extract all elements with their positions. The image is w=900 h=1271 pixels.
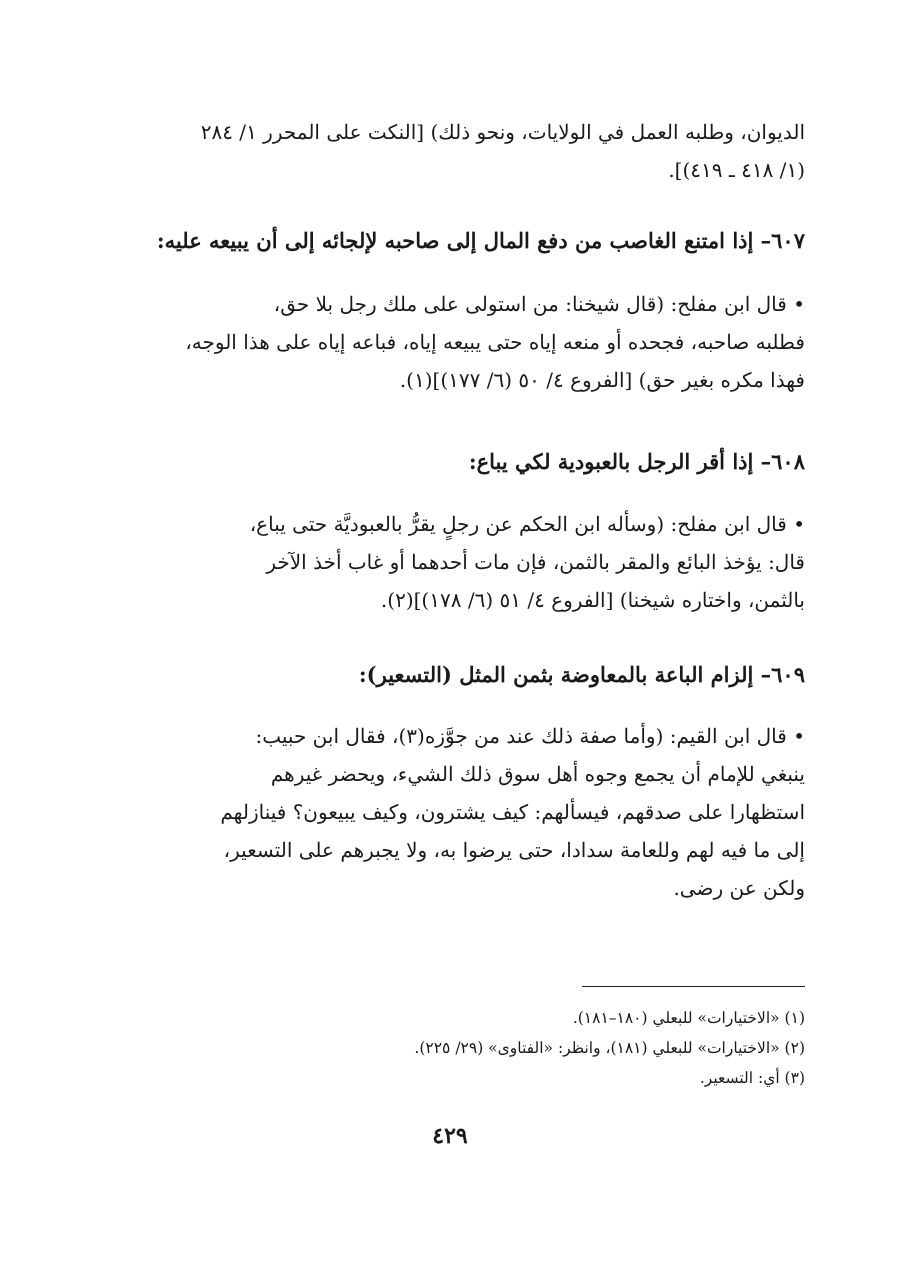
footnote: (١) «الاختيارات» للبعلي (١٨٠–١٨١). — [572, 1009, 805, 1027]
section-heading: ٦٠٧– إذا امتنع الغاصب من دفع المال إلى صاحبه لإلجائه إلى أن يبيعه عليه: — [156, 228, 805, 253]
text-line: • قال ابن القيم: (وأما صفة ذلك عند من جوَّزه(٣)، فقال ابن حبيب: — [255, 724, 805, 748]
section-608 — [100, 443, 805, 481]
section-607 — [100, 222, 805, 260]
text-line: فطلبه صاحبه، فجحده أو منعه إياه حتى يبيعه إياه، فباعه إياه على هذا الوجه، — [185, 330, 805, 354]
section-heading: ٦٠٩– إلزام الباعة بالمعاوضة بثمن المثل (التسعير): — [358, 662, 805, 687]
section-607-body — [100, 285, 805, 399]
section-608-body — [100, 505, 805, 619]
text-line: فهذا مكره بغير حق) [الفروع ٤/ ٥٠ (٦/ ١٧٧)](١). — [399, 368, 805, 392]
text-line: بالثمن، واختاره شيخنا) [الفروع ٤/ ٥١ (٦/ ١٧٨)](٢). — [380, 588, 805, 612]
footnotes — [100, 1003, 805, 1093]
text-line: استظهارا على صدقهم، فيسألهم: كيف يشترون، وكيف يبيعون؟ فينازلهم — [220, 800, 805, 824]
text-line: (١/ ٤١٨ ـ ٤١٩)]. — [668, 158, 805, 182]
text-line: • قال ابن مفلح: (قال شيخنا: من استولى على ملك رجل بلا حق، — [273, 292, 805, 316]
section-609 — [100, 656, 805, 694]
footnote: (٣) أي: التسعير. — [699, 1069, 805, 1087]
section-heading: ٦٠٨– إذا أقر الرجل بالعبودية لكي يباع: — [468, 449, 805, 474]
section-609-body — [100, 717, 805, 907]
text-line: ولكن عن رضى. — [673, 876, 805, 900]
footnote: (٢) «الاختيارات» للبعلي (١٨١)، وانظر: «الفتاوى» (٢٩/ ٢٢٥). — [414, 1039, 805, 1057]
text-line: الديوان، وطلبه العمل في الولايات، ونحو ذلك) [النكت على المحرر ١/ ٢٨٤ — [200, 120, 805, 144]
text-line: ينبغي للإمام أن يجمع وجوه أهل سوق ذلك الشيء، ويحضر غيرهم — [270, 762, 805, 786]
text-line: • قال ابن مفلح: (وسأله ابن الحكم عن رجلٍ يقرُّ بالعبوديَّة حتى يباع، — [249, 512, 805, 536]
continuation-paragraph — [100, 113, 805, 189]
page-number: ٤٢٩ — [432, 1123, 468, 1149]
text-line: إلى ما فيه لهم وللعامة سدادا، حتى يرضوا به، ولا يجبرهم على التسعير، — [223, 838, 805, 862]
footnote-divider — [582, 986, 805, 987]
text-line: قال: يؤخذ البائع والمقر بالثمن، فإن مات أحدهما أو غاب أخذ الآخر — [266, 550, 805, 574]
